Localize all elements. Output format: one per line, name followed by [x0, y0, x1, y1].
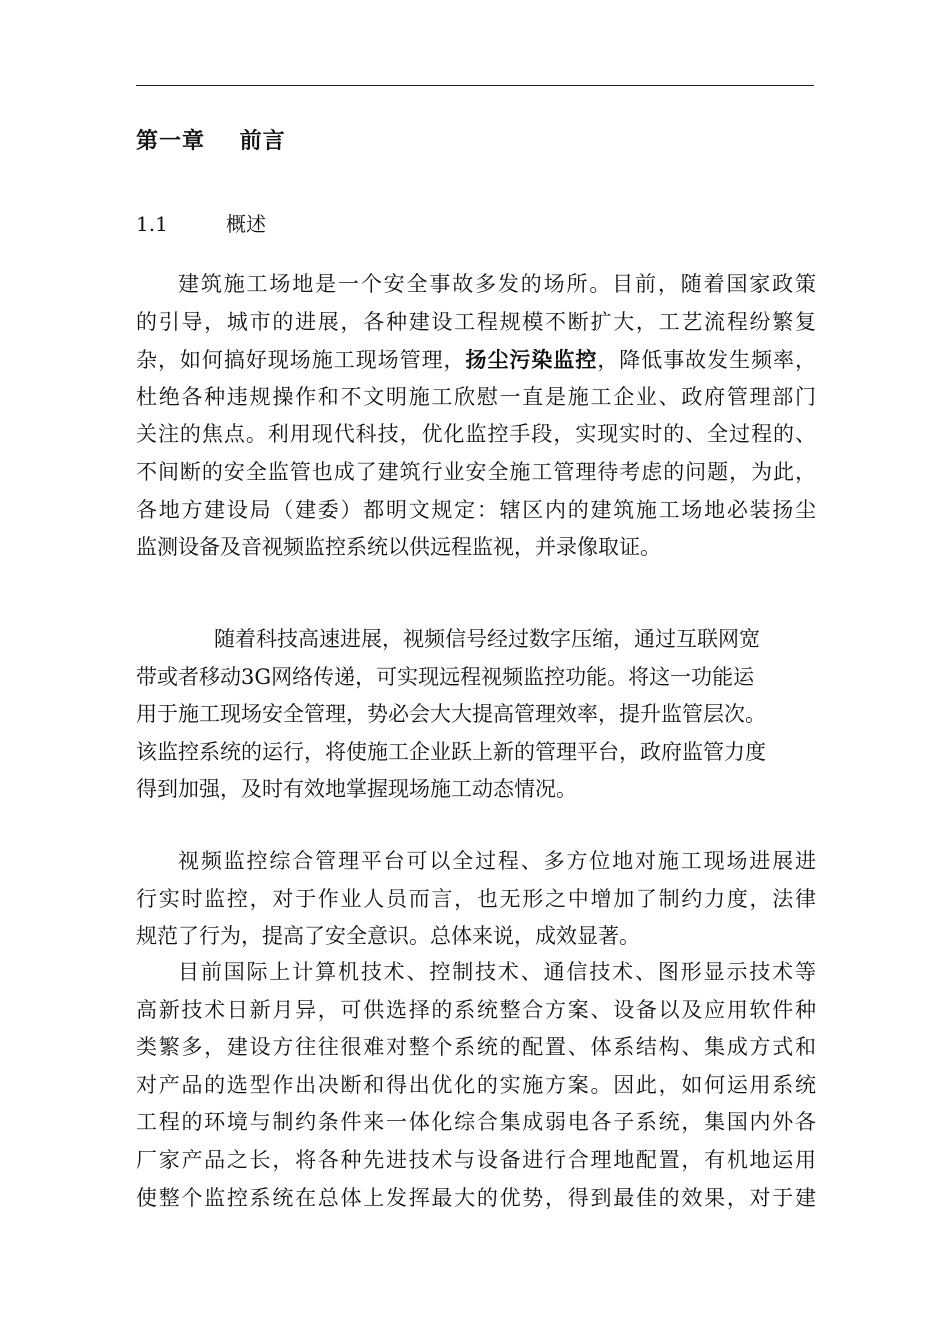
paragraph-line: 高新技术日新月异，可供选择的系统整合方案、设备以及应用软件种: [136, 997, 816, 1022]
paragraph-3: [136, 843, 816, 956]
paragraph-line: 使整个监控系统在总体上发挥最大的优势，得到最佳的效果，对于建: [136, 1185, 816, 1210]
paragraph-line: 得到加强，及时有效地掌握现场施工动态情况。: [136, 777, 577, 802]
header-rule: [136, 85, 814, 86]
paragraph-line: 目前国际上计算机技术、控制技术、通信技术、图形显示技术等: [178, 960, 816, 984]
paragraph-line: 类繁多，建设方往往很难对整个系统的配置、体系结构、集成方式和: [136, 1035, 816, 1060]
paragraph-line: 视频监控综合管理平台可以全过程、多方位地对施工现场进展进: [178, 849, 816, 873]
paragraph-2: [136, 621, 816, 809]
chapter-title: 第一章 前言: [136, 128, 286, 154]
paragraph-line: 对产品的选型作出决断和得出优化的实施方案。因此，如何运用系统: [136, 1072, 816, 1097]
paragraph-line: 的引导，城市的进展，各种建设工程规模不断扩大，工艺流程纷繁复: [136, 309, 816, 334]
paragraph-line: 规范了行为，提高了安全意识。总体来说，成效显著。: [136, 924, 640, 949]
paragraph-line: 建筑施工场地是一个安全事故多发的场所。目前，随着国家政策: [178, 272, 816, 296]
section-number: 1.1: [136, 212, 168, 236]
paragraph-line: [136, 341, 816, 379]
section-heading: [136, 210, 266, 238]
section-title: 概述: [226, 212, 266, 236]
paragraph-line: 随着科技高速进展，视频信号经过数字压缩，通过互联网宽: [214, 627, 760, 651]
paragraph-line: 行实时监控，对于作业人员而言，也无形之中增加了制约力度，法律: [136, 886, 816, 911]
paragraph-line: 关注的焦点。利用现代科技，优化监控手段，实现实时的、全过程的、: [136, 422, 816, 447]
line-text: 杂，如何搞好现场施工现场管理，: [136, 348, 466, 373]
paragraph-1: [136, 266, 816, 567]
paragraph-4: [136, 954, 816, 1217]
paragraph-line: 杜绝各种违规操作和不文明施工欣慰一直是施工企业、政府管理部门: [136, 384, 816, 409]
paragraph-line: 带或者移动3G网络传递，可实现远程视频监控功能。将这一功能运: [136, 664, 755, 689]
paragraph-line: 不间断的安全监管也成了建筑行业安全施工管理待考虑的问题，为此，: [136, 459, 816, 484]
paragraph-line: 各地方建设局（建委）都明文规定：辖区内的建筑施工场地必装扬尘: [136, 497, 816, 522]
line-text: ，降低事故发生频率，: [597, 348, 817, 373]
emphasis-text: 扬尘污染监控: [465, 347, 598, 373]
paragraph-line: 工程的环境与制约条件来一体化综合集成弱电各子系统，集国内外各: [136, 1110, 816, 1135]
paragraph-line: 该监控系统的运行，将使施工企业跃上新的管理平台，政府监管力度: [136, 739, 766, 764]
paragraph-line: 监测设备及音视频监控系统以供远程监视，并录像取证。: [136, 535, 661, 560]
paragraph-line: 用于施工现场安全管理，势必会大大提高管理效率，提升监管层次。: [136, 702, 766, 727]
paragraph-line: 厂家产品之长，将各种先进技术与设备进行合理地配置，有机地运用: [136, 1147, 816, 1172]
